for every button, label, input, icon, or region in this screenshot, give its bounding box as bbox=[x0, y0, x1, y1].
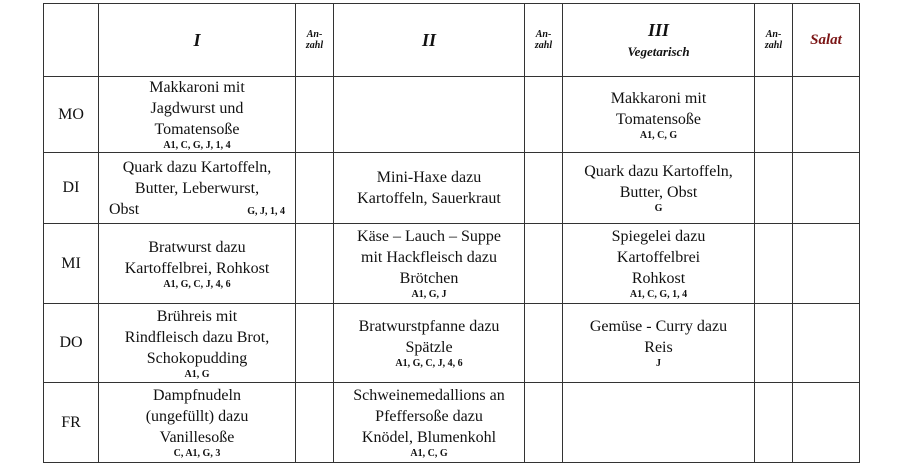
dish-line: Spiegelei dazu bbox=[611, 228, 706, 245]
dish-text bbox=[99, 306, 295, 381]
dish-line: mit Hackfleisch dazu bbox=[361, 249, 497, 266]
menu-3-cell bbox=[563, 304, 755, 383]
menu-table bbox=[43, 3, 860, 463]
allergen-codes: A1, G bbox=[184, 368, 210, 380]
header-anzahl-1 bbox=[296, 4, 334, 77]
dish-text bbox=[563, 88, 754, 142]
dish-line: Pfeffersoße dazu bbox=[375, 408, 483, 425]
dish-line: Dampfnudeln bbox=[153, 387, 241, 404]
anzahl-label-top: An- bbox=[765, 29, 782, 40]
dish-line: Brötchen bbox=[399, 270, 459, 287]
anzahl-label-bottom: zahl bbox=[305, 40, 324, 51]
menu-row bbox=[44, 304, 860, 383]
allergen-codes: G bbox=[654, 203, 663, 214]
dish-text bbox=[99, 385, 295, 460]
menu-2-cell bbox=[334, 77, 525, 153]
allergen-codes: C, A1, G, 3 bbox=[173, 448, 221, 459]
day-label: DO bbox=[59, 334, 83, 351]
menu-1-cell bbox=[99, 304, 296, 383]
dish-line: Tomatensoße bbox=[154, 121, 240, 138]
dish-text bbox=[99, 77, 295, 152]
dish-line: Schweinemedallions an bbox=[353, 387, 505, 404]
dish-line: Reis bbox=[644, 339, 673, 356]
dish-line: Schokopudding bbox=[146, 349, 248, 367]
header-menu-3 bbox=[563, 4, 755, 77]
header-menu-1 bbox=[99, 4, 296, 77]
allergen-codes: J bbox=[656, 358, 661, 369]
menu-2-cell bbox=[334, 224, 525, 304]
dish-line: Butter, Obst bbox=[619, 184, 698, 201]
menu-row bbox=[44, 77, 860, 153]
allergen-codes: A1, G, C, J, 4, 6 bbox=[163, 278, 231, 290]
header-row bbox=[44, 4, 860, 77]
dish-line: Quark dazu Kartoffeln, bbox=[122, 158, 272, 176]
header-day-cell bbox=[44, 4, 99, 77]
anzahl-1-cell[interactable] bbox=[296, 224, 334, 304]
dish-line: Jagdwurst und bbox=[150, 100, 244, 117]
anzahl-1-cell[interactable] bbox=[296, 383, 334, 463]
anzahl-2-cell[interactable] bbox=[525, 304, 563, 383]
dish-text bbox=[334, 167, 524, 209]
menu-2-cell bbox=[334, 383, 525, 463]
allergen-codes: A1, C, G bbox=[410, 448, 448, 459]
menu-row bbox=[44, 153, 860, 224]
dish-line: Bratwurst dazu bbox=[148, 238, 246, 256]
menu-row bbox=[44, 224, 860, 304]
anzahl-label-top: An- bbox=[306, 29, 323, 40]
anzahl-3-cell[interactable] bbox=[755, 304, 793, 383]
day-label: MO bbox=[58, 105, 84, 123]
dish-line: Tomatensoße bbox=[615, 110, 702, 128]
dish-text bbox=[563, 316, 754, 370]
dish-line: Spätzle bbox=[405, 339, 453, 356]
dish-text bbox=[334, 316, 524, 370]
menu-1-cell bbox=[99, 77, 296, 153]
dish-line: Obst bbox=[109, 200, 140, 218]
dish-line: Kartoffeln, Sauerkraut bbox=[357, 190, 501, 207]
dish-text bbox=[334, 385, 524, 460]
salat-cell[interactable] bbox=[793, 153, 860, 224]
allergen-codes: A1, G, C, J, 4, 6 bbox=[395, 358, 463, 369]
day-label: FR bbox=[61, 413, 81, 431]
dish-text bbox=[563, 226, 754, 301]
dish-text bbox=[99, 237, 295, 291]
menu-1-cell bbox=[99, 153, 296, 224]
anzahl-3-cell[interactable] bbox=[755, 77, 793, 153]
menu-3-cell bbox=[563, 153, 755, 224]
menu-3-cell bbox=[563, 383, 755, 463]
dish-line: Bratwurstpfanne dazu bbox=[358, 318, 500, 335]
allergen-codes: G, J, 1, 4 bbox=[247, 205, 285, 217]
dish-line: Käse – Lauch – Suppe bbox=[357, 228, 501, 245]
salat-cell[interactable] bbox=[793, 383, 860, 463]
day-cell bbox=[44, 224, 99, 304]
anzahl-1-cell[interactable] bbox=[296, 304, 334, 383]
salat-cell[interactable] bbox=[793, 304, 860, 383]
dish-line: Makkaroni mit bbox=[610, 89, 707, 107]
salat-cell[interactable] bbox=[793, 77, 860, 153]
menu-2-cell bbox=[334, 304, 525, 383]
dish-text bbox=[99, 157, 295, 220]
allergen-codes: A1, C, G, 1, 4 bbox=[629, 289, 688, 300]
dish-text bbox=[563, 161, 754, 215]
anzahl-2-cell[interactable] bbox=[525, 383, 563, 463]
dish-text bbox=[334, 226, 524, 301]
day-label: MI bbox=[61, 254, 81, 272]
anzahl-label-bottom: zahl bbox=[764, 40, 783, 51]
anzahl-2-cell[interactable] bbox=[525, 77, 563, 153]
header-menu-2 bbox=[334, 4, 525, 77]
header-salat bbox=[793, 4, 860, 77]
menu-3-title: III bbox=[647, 20, 669, 40]
dish-line: Kartoffelbrei bbox=[616, 249, 701, 266]
dish-line: Mini-Haxe dazu bbox=[376, 169, 482, 186]
dish-line: Rindfleisch dazu Brot, bbox=[124, 328, 270, 346]
dish-line: Vanillesoße bbox=[159, 429, 235, 446]
anzahl-label-bottom: zahl bbox=[534, 40, 553, 51]
header-anzahl-3 bbox=[755, 4, 793, 77]
anzahl-1-cell[interactable] bbox=[296, 77, 334, 153]
menu-3-cell bbox=[563, 77, 755, 153]
day-cell bbox=[44, 383, 99, 463]
anzahl-3-cell[interactable] bbox=[755, 224, 793, 304]
day-cell bbox=[44, 77, 99, 153]
allergen-codes: A1, G, J bbox=[411, 289, 447, 300]
dish-line: Butter, Leberwurst, bbox=[134, 179, 260, 197]
day-label: DI bbox=[62, 179, 80, 196]
dish-line: (ungefüllt) dazu bbox=[145, 408, 249, 425]
menu-3-subtitle: Vegetarisch bbox=[627, 44, 690, 59]
dish-line: Rohkost bbox=[631, 270, 686, 287]
day-cell bbox=[44, 304, 99, 383]
menu-row bbox=[44, 383, 860, 463]
menu-1-title: I bbox=[193, 29, 201, 50]
allergen-codes: A1, C, G bbox=[639, 129, 678, 141]
allergen-codes: A1, C, G, J, 1, 4 bbox=[163, 140, 231, 151]
dish-line: Brühreis mit bbox=[156, 307, 238, 325]
menu-2-cell bbox=[334, 153, 525, 224]
header-anzahl-2 bbox=[525, 4, 563, 77]
anzahl-3-cell[interactable] bbox=[755, 383, 793, 463]
menu-1-cell bbox=[99, 224, 296, 304]
anzahl-2-cell[interactable] bbox=[525, 153, 563, 224]
dish-line: Makkaroni mit bbox=[149, 79, 245, 96]
day-cell bbox=[44, 153, 99, 224]
dish-line: Gemüse - Curry dazu bbox=[589, 318, 728, 335]
dish-line: Kartoffelbrei, Rohkost bbox=[124, 259, 270, 277]
anzahl-3-cell[interactable] bbox=[755, 153, 793, 224]
dish-line-with-codes bbox=[99, 199, 295, 220]
menu-2-title: II bbox=[421, 29, 436, 50]
salat-cell[interactable] bbox=[793, 224, 860, 304]
dish-line: Quark dazu Kartoffeln, bbox=[584, 163, 733, 180]
salat-title: Salat bbox=[810, 32, 842, 48]
dish-line: Knödel, Blumenkohl bbox=[361, 429, 497, 446]
anzahl-1-cell[interactable] bbox=[296, 153, 334, 224]
menu-3-cell bbox=[563, 224, 755, 304]
anzahl-label-top: An- bbox=[535, 29, 552, 40]
anzahl-2-cell[interactable] bbox=[525, 224, 563, 304]
menu-1-cell bbox=[99, 383, 296, 463]
